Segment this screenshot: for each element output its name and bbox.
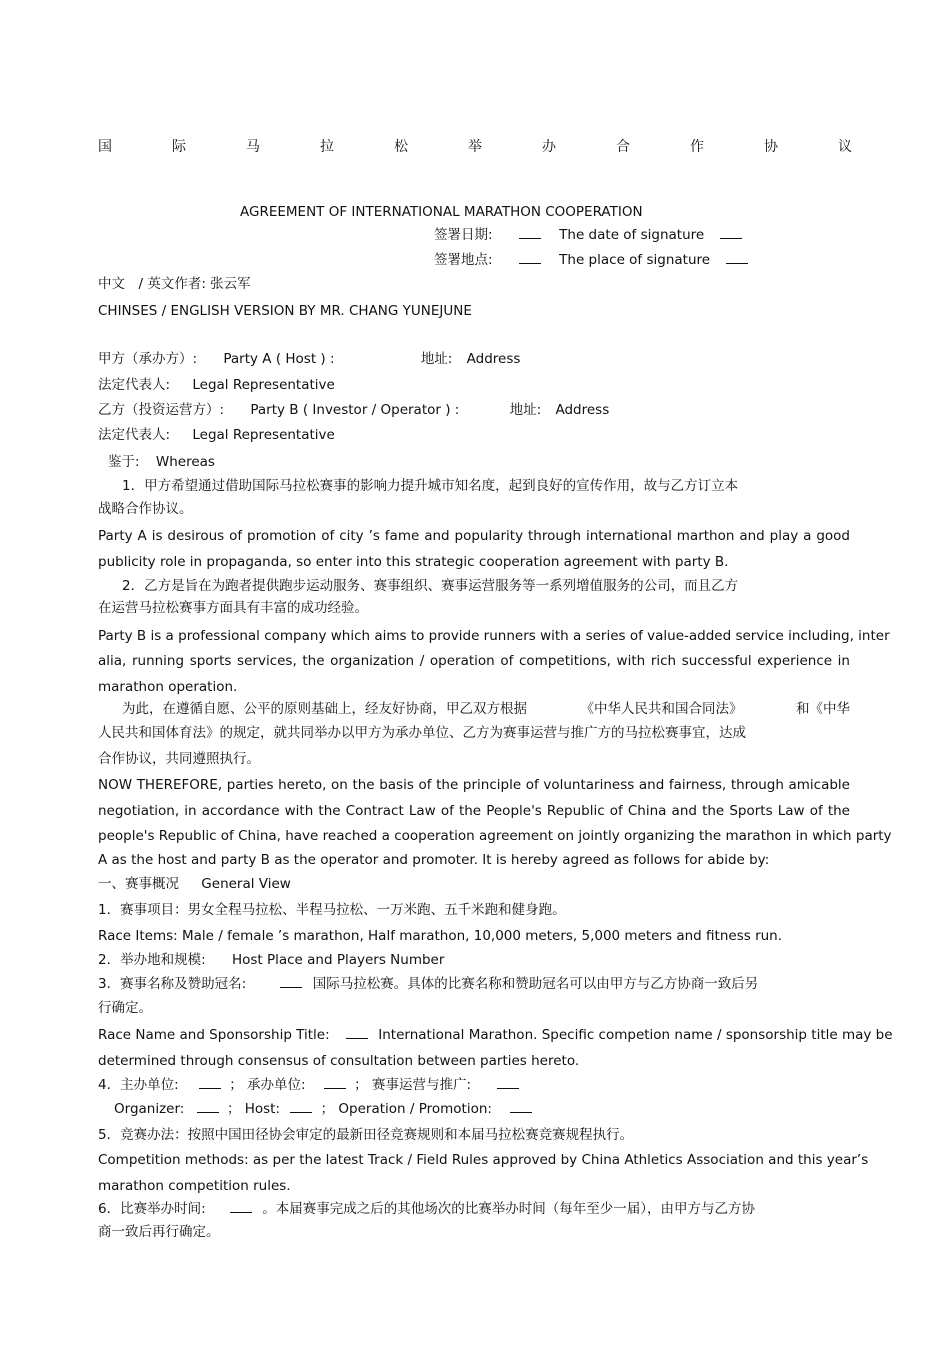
- item-3-en-text: International Marathon. Specific competion name / sponsorship title may be: [378, 1027, 893, 1043]
- item-6-cn-line1: [98, 1200, 755, 1218]
- legal-rep-label-en: Legal Representative: [192, 377, 335, 393]
- host-label-cn: ； 承办单位:: [229, 1077, 306, 1093]
- party-b-legal-rep-row: [98, 426, 335, 444]
- item-3-cn-text: 国际马拉松赛。具体的比赛名称和赞助冠名可以由甲方与乙方协商一致后另: [312, 976, 759, 992]
- item-6-cn-line2: 商一致后再行确定。: [98, 1224, 220, 1240]
- title-char: 际: [172, 139, 186, 155]
- document-title-cn: [98, 138, 852, 156]
- operation-label-en: ； Operation / Promotion:: [320, 1101, 492, 1117]
- item-5-en-line1: [98, 1151, 869, 1169]
- item-5-en-line2: marathon competition rules.: [98, 1178, 291, 1194]
- signing-place-label-en: The place of signature: [559, 252, 711, 268]
- party-a-address-en: Address: [466, 351, 521, 367]
- title-char: 国: [98, 139, 112, 155]
- item-2-en: Host Place and Players Number: [231, 952, 445, 968]
- item-6-cn-label: 6．比赛举办时间:: [98, 1201, 206, 1217]
- item-4-en: [114, 1100, 532, 1118]
- title-char: 办: [542, 139, 556, 155]
- item-5-en-text: Competition methods: as per the latest Track / Field Rules approved by China Athletics Association and this year: [98, 1152, 857, 1168]
- operation-blank[interactable]: [497, 1076, 519, 1089]
- item-2-cn: 2．举办地和规模:: [98, 952, 206, 968]
- whereas-2-cn-line2: 在运营马拉松赛事方面具有丰富的成功经验。: [98, 600, 368, 616]
- now-therefore-cn-line1: [122, 700, 850, 718]
- item-3-en-line2: determined through consensus of consultation between parties hereto.: [98, 1053, 580, 1069]
- whereas-label-en: Whereas: [155, 454, 215, 470]
- whereas-2-en-line1: Party B is a professional company which aims to provide runners with a series of value-added service including, inter: [98, 628, 890, 644]
- race-name-en-blank[interactable]: [346, 1026, 368, 1039]
- author-cn: 中文 / 英文作者: 张云军: [98, 276, 251, 292]
- whereas-1-en-line1: Party A is desirous of promotion of city ’s fame and popularity through international marthon and play a good: [98, 528, 850, 544]
- host-label-en: ； Host:: [226, 1101, 281, 1117]
- section-1-heading-cn: 一、赛事概况: [98, 876, 179, 892]
- now-therefore-cn-part-c: 和《中华: [796, 701, 850, 717]
- item-3-en-label: Race Name and Sponsorship Title:: [98, 1027, 330, 1043]
- document-title-en: AGREEMENT OF INTERNATIONAL MARATHON COOPERATION: [240, 204, 643, 220]
- organizer-label-en: Organizer:: [114, 1101, 185, 1117]
- legal-rep-label-en: Legal Representative: [192, 427, 335, 443]
- whereas-label-cn: 鉴于:: [108, 454, 140, 470]
- operation-label-cn: ； 赛事运营与推广:: [354, 1077, 472, 1093]
- now-therefore-en-line2: negotiation, in accordance with the Contract Law of the People's Republic of China and the Sports Law of the: [98, 803, 850, 819]
- now-therefore-en-line3: people's Republic of China, have reached a cooperation agreement on jointly organizing the marathon in which party: [98, 828, 892, 844]
- title-char: 议: [838, 139, 852, 155]
- signing-place-en-blank[interactable]: [726, 251, 748, 264]
- whereas-2-en-line3: marathon operation.: [98, 679, 238, 695]
- signing-date-blank[interactable]: [519, 226, 541, 239]
- race-date-blank[interactable]: [230, 1200, 252, 1213]
- signing-place-label-cn: 签署地点:: [434, 252, 493, 268]
- now-therefore-en-line1: NOW THEREFORE, parties hereto, on the basis of the principle of voluntariness and fairness, through amicable: [98, 777, 850, 793]
- party-a-address-cn: 地址:: [420, 351, 453, 367]
- organizer-blank[interactable]: [199, 1076, 221, 1089]
- item-4-cn: [98, 1076, 519, 1094]
- title-char: 马: [246, 139, 260, 155]
- organizer-en-blank[interactable]: [197, 1100, 219, 1113]
- whereas-1-cn-line2: 战略合作协议。: [98, 501, 193, 517]
- party-b-label-en: Party B ( Investor / Operator ) :: [250, 402, 460, 418]
- item-3-cn-line2: 行确定。: [98, 1000, 152, 1016]
- title-char: 松: [394, 139, 408, 155]
- party-b-address-en: Address: [555, 402, 610, 418]
- item-3-en-line1: [98, 1026, 893, 1044]
- whereas-2-en-line2: alia, running sports services, the organization / operation of competitions, with rich successful experience in: [98, 653, 850, 669]
- signing-date-label-en: The date of signature: [559, 227, 705, 243]
- item-3-cn-line1: [98, 975, 758, 993]
- party-b-row: [98, 401, 609, 419]
- item-6-cn-text: 。本届赛事完成之后的其他场次的比赛举办时间（每年至少一届），由甲方与乙方协: [262, 1201, 755, 1217]
- title-char: 合: [616, 139, 630, 155]
- signing-date-en-blank[interactable]: [720, 226, 742, 239]
- section-1-heading-en: General View: [201, 876, 291, 892]
- whereas-1-en-line2: publicity role in propaganda, so enter into this strategic cooperation agreement with party B.: [98, 554, 729, 570]
- legal-rep-label-cn: 法定代表人:: [98, 427, 171, 443]
- item-5-cn: 5．竞赛办法：按照中国田径协会审定的最新田径竞赛规则和本届马拉松赛竞赛规程执行。: [98, 1127, 634, 1143]
- item-1-en: Race Items: Male / female ’s marathon, Half marathon, 10,000 meters, 5,000 meters and fitness run.: [98, 928, 783, 944]
- item-2-row: [98, 951, 444, 969]
- now-therefore-cn-part-a: 为此，在遵循自愿、公平的原则基础上，经友好协商，甲乙双方根据: [122, 701, 527, 717]
- now-therefore-cn-line2: 人民共和国体育法》的规定，就共同举办以甲方为承办单位、乙方为赛事运营与推广方的马拉松赛事宜，达成: [98, 725, 746, 741]
- party-a-label-cn: 甲方（承办方）:: [98, 351, 198, 367]
- signing-place-row: [434, 251, 748, 269]
- title-char: 作: [690, 139, 704, 155]
- item-3-cn-label: 3．赛事名称及赞助冠名:: [98, 976, 247, 992]
- host-blank[interactable]: [324, 1076, 346, 1089]
- signing-date-row: [434, 226, 742, 244]
- party-b-address-cn: 地址:: [509, 402, 542, 418]
- whereas-2-cn-line1: 2．乙方是旨在为跑者提供跑步运动服务、赛事组织、赛事运营服务等一系列增值服务的公司，而且乙方: [122, 578, 739, 594]
- title-char: 举: [468, 139, 482, 155]
- signing-date-label-cn: 签署日期:: [434, 227, 493, 243]
- race-name-blank[interactable]: [280, 975, 302, 988]
- legal-rep-label-cn: 法定代表人:: [98, 377, 171, 393]
- author-en: CHINSES / ENGLISH VERSION BY MR. CHANG YUNEJUNE: [98, 303, 472, 319]
- signing-place-blank[interactable]: [519, 251, 541, 264]
- party-a-row: [98, 350, 520, 368]
- title-char: 协: [764, 139, 778, 155]
- item-1-cn: 1．赛事项目：男女全程马拉松、半程马拉松、一万米跑、五千米跑和健身跑。: [98, 902, 566, 918]
- whereas-row: [108, 453, 215, 471]
- party-a-label-en: Party A ( Host ) :: [223, 351, 335, 367]
- party-a-legal-rep-row: [98, 376, 335, 394]
- operation-en-blank[interactable]: [510, 1100, 532, 1113]
- title-char: 拉: [320, 139, 334, 155]
- now-therefore-en-line4: A as the host and party B as the operator and promoter. It is hereby agreed as follows for abide by:: [98, 852, 770, 868]
- now-therefore-cn-line3: 合作协议，共同遵照执行。: [98, 751, 260, 767]
- contract-law-title: 《中华人民共和国合同法》: [580, 701, 743, 717]
- organizer-label-cn: 4．主办单位:: [98, 1077, 179, 1093]
- party-b-label-cn: 乙方（投资运营方）:: [98, 402, 225, 418]
- item-5-en-suffix: ’s: [856, 1152, 869, 1168]
- section-1-heading: [98, 875, 291, 893]
- whereas-1-cn-line1: 1．甲方希望通过借助国际马拉松赛事的影响力提升城市知名度，起到良好的宣传作用，故与乙方订立本: [122, 478, 739, 494]
- host-en-blank[interactable]: [290, 1100, 312, 1113]
